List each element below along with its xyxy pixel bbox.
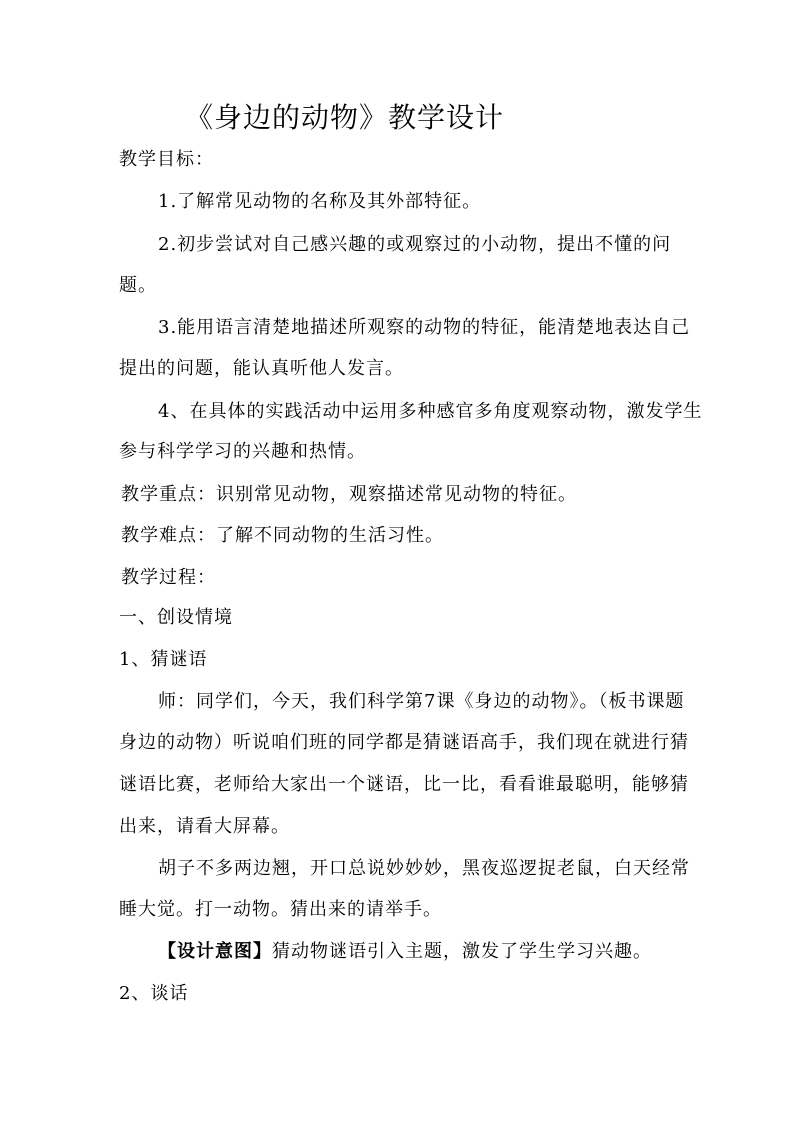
- subsection-riddle: 1、猜谜语: [119, 649, 208, 670]
- subsection-talk: 2、谈话: [119, 983, 189, 1004]
- objective-line-3: 3.能用语言清楚地描述所观察的动物的特征，能清楚地表达自己: [158, 317, 691, 338]
- objective-line-4: 4、在具体的实践活动中运用多种感官多角度观察动物，激发学生: [158, 401, 703, 422]
- teacher-line-2: 身边的动物）听说咱们班的同学都是猜谜语高手，我们现在就进行猜: [119, 732, 689, 753]
- objective-line-3-cont: 提出的问题，能认真听他人发言。: [119, 358, 404, 379]
- page-title: 《身边的动物》教学设计: [185, 101, 505, 134]
- design-intent-label: 【设计意图】: [158, 941, 272, 962]
- riddle-line-2: 睡大觉。打一动物。猜出来的请举手。: [119, 899, 442, 920]
- teacher-line-3: 谜语比赛，老师给大家出一个谜语，比一比，看看谁最聪明，能够猜: [119, 774, 689, 795]
- section-heading: 一、创设情境: [119, 607, 233, 628]
- objective-line-2: 2.初步尝试对自己感兴趣的或观察过的小动物，提出不懂的问: [158, 234, 672, 255]
- key-point: 教学重点：识别常见动物，观察描述常见动物的特征。: [121, 484, 577, 505]
- teacher-line-4: 出来，请看大屏幕。: [119, 816, 290, 837]
- process-heading: 教学过程：: [121, 567, 216, 588]
- riddle-line-1: 胡子不多两边翘，开口总说妙妙妙，黑夜巡逻捉老鼠，白天经常: [158, 858, 690, 879]
- objectives-heading: 教学目标：: [119, 149, 214, 170]
- teacher-line-1: 师：同学们，今天，我们科学第7课《身边的动物》。（板书课题: [158, 691, 685, 712]
- design-intent: [158, 940, 652, 964]
- objective-line-4-cont: 参与科学学习的兴趣和热情。: [119, 441, 366, 462]
- design-intent-text: 猜动物谜语引入主题，激发了学生学习兴趣。: [272, 941, 652, 962]
- objective-line-2-cont: 题。: [119, 275, 157, 296]
- difficulty: 教学难点：了解不同动物的生活习性。: [121, 525, 444, 546]
- objective-line-1: 1.了解常见动物的名称及其外部特征。: [158, 191, 482, 212]
